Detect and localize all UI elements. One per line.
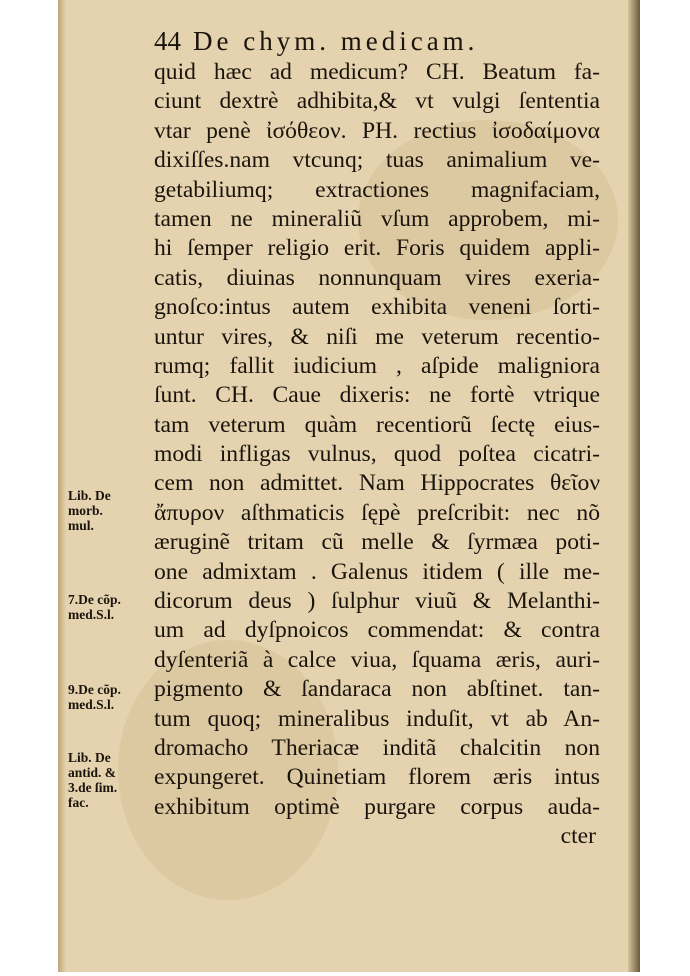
text-line: tum quoq; mineralibus induſit, vt ab An- xyxy=(154,705,600,732)
margin-note-line: morb. xyxy=(68,503,103,518)
text-line: quid hæc ad medicum? CH. Beatum fa- xyxy=(154,59,600,85)
text-line: exhibitum optimè purgare corpus auda- xyxy=(154,793,600,820)
margin-note xyxy=(68,592,154,622)
margin-note xyxy=(68,750,154,810)
margin-note-line: 9.De cõp. xyxy=(68,682,121,697)
text-line: cter xyxy=(560,823,596,850)
margin-note-line: mul. xyxy=(68,518,94,533)
body-text xyxy=(154,58,600,852)
page-gutter-shadow xyxy=(58,0,66,972)
text-line: rumq; fallit iudicium , aſpide maligniora xyxy=(154,352,600,379)
text-line: cem non admittet. Nam Hippocrates θεῖον xyxy=(154,470,600,497)
text-line: ciunt dextrè adhibita,& vt vulgi ſententia xyxy=(154,88,600,115)
text-line: getabiliumq; extractiones magnifaciam, xyxy=(154,176,600,203)
text-line: untur vires, & niſi me veterum recentio- xyxy=(154,323,600,350)
text-line: pigmento & ſandaraca non abſtinet. tan- xyxy=(154,676,600,703)
margin-note-line: med.S.l. xyxy=(68,607,115,622)
text-line: tamen ne mineraliũ vſum approbem, mi- xyxy=(154,205,600,232)
margin-note xyxy=(68,682,154,712)
text-line: hi ſemper religio erit. Foris quidem appli- xyxy=(154,235,600,262)
text-line: one admixtam . Galenus itidem ( ille me- xyxy=(154,558,600,585)
page-number: 44 xyxy=(154,26,181,56)
text-line: dicorum deus ) ſulphur viuũ & Melanthi- xyxy=(154,588,600,615)
page-header xyxy=(154,26,478,57)
text-line: catis, diuinas nonnunquam vires exeria- xyxy=(154,264,600,291)
text-line: ſunt. CH. Caue dixeris: ne fortè vtrique xyxy=(154,382,600,409)
margin-note-line: 3.de ſim. xyxy=(68,780,118,795)
text-line: modi infligas vulnus, quod poſtea cicatri- xyxy=(154,441,600,468)
text-line: gnoſco:intus autem exhibita veneni ſorti- xyxy=(154,294,600,321)
text-line: expungeret. Quinetiam florem æris intus xyxy=(154,764,600,791)
margin-note-line: Lib. De xyxy=(68,750,111,765)
text-line: vtar penè ἰσόθεον. PH. rectius ἰσοδαίμονα xyxy=(154,117,600,144)
text-line: dromacho Theriacæ inditã chalcitin non xyxy=(154,734,600,761)
page-edge-shadow xyxy=(628,0,640,972)
running-title: De chym. medicam. xyxy=(193,26,479,56)
margin-note-line: Lib. De xyxy=(68,488,111,503)
text-line: um ad dyſpnoicos commendat: & contra xyxy=(154,617,600,644)
margin-note-line: med.S.l. xyxy=(68,697,115,712)
margin-note-line: fac. xyxy=(68,795,89,810)
margin-note-line: 7.De cõp. xyxy=(68,592,121,607)
text-line: dixiſſes.nam vtcunq; tuas animalium ve- xyxy=(154,147,600,174)
text-line: tam veterum quàm recentiorũ ſectę eius- xyxy=(154,411,600,438)
text-line: ἄπυρον aſthmaticis ſępè preſcribit: nec nõ xyxy=(154,499,600,526)
margin-note xyxy=(68,488,154,533)
text-line: dyſenteriã à calce viua, ſquama æris, auri- xyxy=(154,646,600,673)
text-line: æruginẽ tritam cũ melle & ſyrmæa poti- xyxy=(154,529,600,556)
book-page xyxy=(58,0,640,972)
margin-note-line: antid. & xyxy=(68,765,117,780)
